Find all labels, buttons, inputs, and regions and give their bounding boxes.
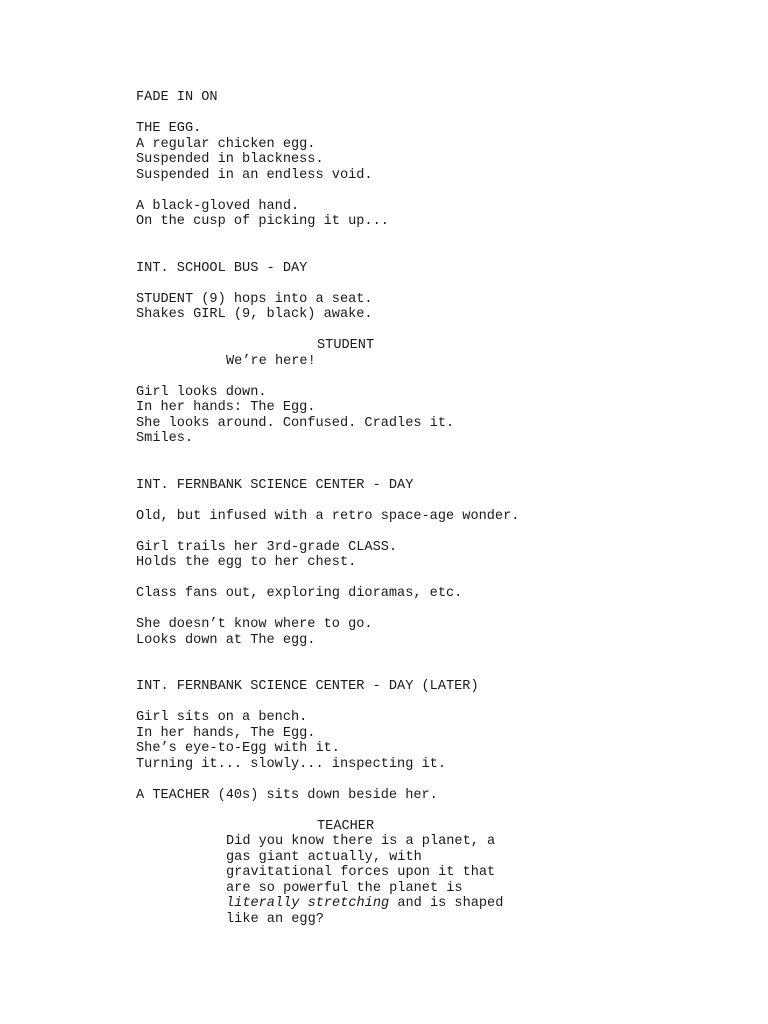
scene-heading: INT. SCHOOL BUS - DAY (136, 260, 308, 276)
action-line: A TEACHER (40s) sits down beside her. (136, 787, 438, 803)
character-name: STUDENT (317, 338, 375, 353)
spacer (136, 524, 736, 540)
spacer (136, 695, 736, 711)
character-name: TEACHER (317, 818, 375, 834)
dialogue-line: like an egg? (226, 911, 324, 927)
action-line: Suspended in blackness. (136, 152, 324, 167)
spacer (136, 571, 736, 587)
dialogue-line: gas giant actually, with (226, 849, 422, 865)
spacer (136, 462, 736, 478)
action-line: She doesn’t know where to go. (136, 617, 373, 632)
action-line: Class fans out, exploring dioramas, etc. (136, 586, 463, 601)
action-line: STUDENT (9) hops into a seat. (136, 291, 373, 307)
action-line: Suspended in an endless void. (136, 167, 373, 183)
action-line: THE EGG. (136, 121, 202, 136)
dialogue-line: are so powerful the planet is (226, 880, 463, 896)
action-line: A regular chicken egg. (136, 136, 316, 152)
action-line: In her hands: The Egg. (136, 400, 316, 415)
spacer (136, 648, 736, 664)
action-line: On the cusp of picking it up... (136, 214, 389, 229)
action-line: Girl looks down. (136, 384, 267, 400)
action-line: Holds the egg to her chest. (136, 555, 357, 570)
transition: FADE IN ON (136, 90, 218, 105)
dialogue-line-mixed (136, 896, 736, 912)
action-line: She looks around. Confused. Cradles it. (136, 415, 455, 431)
action-line: Girl sits on a bench. (136, 710, 308, 725)
action-line: She’s eye-to-Egg with it. (136, 741, 340, 756)
action-line: In her hands, The Egg. (136, 725, 316, 741)
spacer (136, 106, 736, 122)
dialogue-line: gravitational forces upon it that (226, 865, 496, 880)
scene-heading: INT. FERNBANK SCIENCE CENTER - DAY (136, 477, 414, 493)
spacer (136, 323, 736, 339)
action-line: Turning it... slowly... inspecting it. (136, 756, 446, 772)
action-line: Smiles. (136, 431, 194, 446)
spacer (136, 602, 736, 618)
spacer (136, 276, 736, 292)
action-line: A black-gloved hand. (136, 198, 300, 214)
spacer (136, 230, 736, 246)
italic-emphasis: literally stretching (226, 896, 390, 911)
dialogue-line: Did you know there is a planet, a (226, 834, 496, 849)
screenplay-text (136, 90, 736, 927)
spacer (136, 245, 736, 261)
action-line: Looks down at The egg. (136, 632, 316, 648)
dialogue-line: We’re here! (226, 353, 316, 369)
action-line: Shakes GIRL (9, black) awake. (136, 307, 373, 322)
spacer (136, 772, 736, 788)
action-line: Old, but infused with a retro space-age wonder. (136, 508, 520, 524)
spacer (136, 183, 736, 199)
scene-heading: INT. FERNBANK SCIENCE CENTER - DAY (LATER) (136, 679, 479, 694)
spacer (136, 664, 736, 680)
spacer (136, 369, 736, 385)
action-line: Girl trails her 3rd-grade CLASS. (136, 539, 398, 555)
spacer (136, 447, 736, 463)
spacer (136, 493, 736, 509)
spacer (136, 803, 736, 819)
dialogue-fragment: and is shaped (389, 896, 504, 911)
